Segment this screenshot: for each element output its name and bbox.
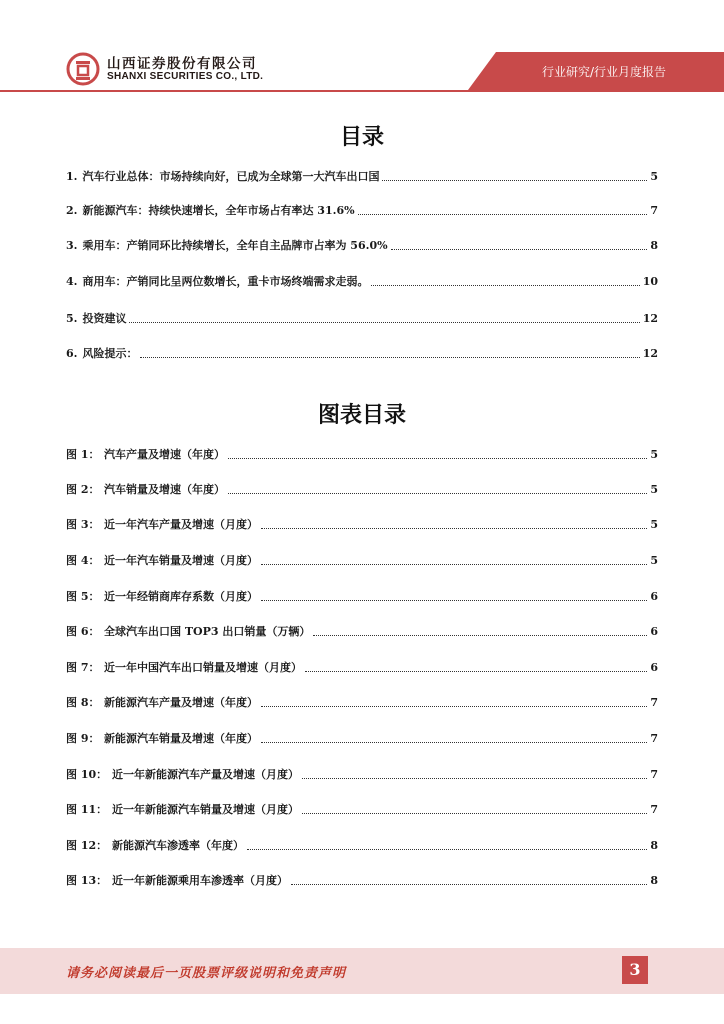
figure-item-text: 汽车产量及增速（年度） bbox=[104, 448, 225, 461]
report-type-label: 行业研究/行业月度报告 bbox=[541, 65, 666, 79]
leader-dots bbox=[261, 705, 647, 707]
figure-item-text: 近一年新能源乘用车渗透率（月度） bbox=[112, 874, 288, 887]
figure-item[interactable] bbox=[66, 623, 658, 639]
figure-item[interactable] bbox=[66, 659, 658, 675]
figure-item-label: 图 4： bbox=[66, 554, 100, 567]
toc-item-page: 5 bbox=[650, 170, 658, 183]
toc-item-page: 7 bbox=[650, 204, 658, 217]
figure-item-label: 图 11： bbox=[66, 803, 108, 816]
figure-item-page: 7 bbox=[650, 696, 658, 709]
leader-dots bbox=[261, 599, 647, 601]
leader-dots bbox=[371, 284, 639, 286]
leader-dots bbox=[228, 492, 647, 494]
figure-item[interactable] bbox=[66, 694, 658, 710]
figure-item-page: 5 bbox=[650, 448, 658, 461]
toc-item-text: 商用车：产销同比呈两位数增长，重卡市场终端需求走弱。 bbox=[82, 275, 369, 288]
disclaimer-notice: 请务必阅读最后一页股票评级说明和免责声明 bbox=[66, 966, 347, 981]
leader-dots bbox=[305, 670, 647, 672]
leader-dots bbox=[247, 848, 647, 850]
figure-item-text: 近一年汽车销量及增速（月度） bbox=[104, 554, 258, 567]
leader-dots bbox=[228, 457, 647, 459]
figure-item-text: 新能源汽车渗透率（年度） bbox=[112, 839, 244, 852]
toc-title: 目录 bbox=[339, 125, 384, 150]
figure-item-text: 近一年汽车产量及增速（月度） bbox=[104, 518, 258, 531]
figure-item-text: 近一年经销商库存系数（月度） bbox=[104, 590, 258, 603]
figure-item-page: 6 bbox=[650, 625, 658, 638]
toc-item-number: 2. bbox=[66, 204, 78, 217]
company-name-en: SHANXI SECURITIES CO., LTD. bbox=[107, 71, 264, 82]
figure-item-label: 图 13： bbox=[66, 874, 108, 887]
leader-dots bbox=[291, 883, 647, 885]
leader-dots bbox=[261, 527, 647, 529]
figure-item-label: 图 1： bbox=[66, 448, 100, 461]
figure-item-text: 近一年中国汽车出口销量及增速（月度） bbox=[104, 661, 302, 674]
figure-item[interactable] bbox=[66, 588, 658, 604]
toc-item-page: 8 bbox=[650, 239, 658, 252]
figure-item-page: 7 bbox=[650, 732, 658, 745]
leader-dots bbox=[313, 634, 647, 636]
page-header bbox=[0, 0, 724, 100]
toc-item-number: 4. bbox=[66, 275, 78, 288]
toc-item-page: 12 bbox=[642, 347, 658, 360]
leader-dots bbox=[358, 213, 648, 215]
toc-item[interactable] bbox=[66, 345, 658, 361]
page-number: 3 bbox=[622, 956, 648, 984]
company-logo-icon bbox=[66, 52, 100, 86]
toc-item-text: 乘用车：产销同环比持续增长，全年自主品牌市占率为 56.0% bbox=[82, 239, 388, 252]
leader-dots bbox=[140, 356, 639, 358]
toc-item-number: 5. bbox=[66, 312, 78, 325]
figure-item-label: 图 8： bbox=[66, 696, 100, 709]
figure-item[interactable] bbox=[66, 766, 658, 782]
toc-item-text: 风险提示： bbox=[82, 347, 138, 360]
header-divider bbox=[0, 90, 724, 92]
figure-item-page: 7 bbox=[650, 768, 658, 781]
figure-item-text: 全球汽车出口国 TOP3 出口销量（万辆） bbox=[104, 625, 311, 638]
figure-item-label: 图 9： bbox=[66, 732, 100, 745]
company-name-cn: 山西证券股份有限公司 bbox=[107, 56, 257, 72]
figure-item-label: 图 6： bbox=[66, 625, 100, 638]
leader-dots bbox=[261, 563, 647, 565]
figure-item-label: 图 2： bbox=[66, 483, 100, 496]
figure-item[interactable] bbox=[66, 516, 658, 532]
figure-item-text: 近一年新能源汽车销量及增速（月度） bbox=[112, 803, 299, 816]
figure-item[interactable] bbox=[66, 837, 658, 853]
toc-item-text: 投资建议 bbox=[82, 312, 127, 325]
toc-item-text: 汽车行业总体：市场持续向好，已成为全球第一大汽车出口国 bbox=[82, 170, 380, 183]
toc-item-number: 3. bbox=[66, 239, 78, 252]
leader-dots bbox=[129, 321, 639, 323]
figure-item-text: 近一年新能源汽车产量及增速（月度） bbox=[112, 768, 299, 781]
figure-item[interactable] bbox=[66, 481, 658, 497]
figure-item[interactable] bbox=[66, 872, 658, 888]
toc-item[interactable] bbox=[66, 273, 658, 289]
leader-dots bbox=[391, 248, 648, 250]
toc-item-page: 12 bbox=[642, 312, 658, 325]
toc-item[interactable] bbox=[66, 202, 658, 218]
leader-dots bbox=[382, 179, 647, 181]
figure-item[interactable] bbox=[66, 446, 658, 462]
figures-title: 图表目录 bbox=[317, 403, 406, 428]
figure-item[interactable] bbox=[66, 730, 658, 746]
figure-item-page: 6 bbox=[650, 661, 658, 674]
toc-item[interactable] bbox=[66, 168, 658, 184]
figure-item-page: 8 bbox=[650, 839, 658, 852]
figure-item-label: 图 10： bbox=[66, 768, 108, 781]
figure-item-text: 新能源汽车销量及增速（年度） bbox=[104, 732, 258, 745]
leader-dots bbox=[261, 741, 647, 743]
figure-item-label: 图 7： bbox=[66, 661, 100, 674]
leader-dots bbox=[302, 812, 647, 814]
figure-item-text: 新能源汽车产量及增速（年度） bbox=[104, 696, 258, 709]
toc-item-text: 新能源汽车：持续快速增长，全年市场占有率达 31.6% bbox=[82, 204, 355, 217]
figure-item[interactable] bbox=[66, 552, 658, 568]
figure-item-page: 7 bbox=[650, 803, 658, 816]
figure-item-page: 5 bbox=[650, 518, 658, 531]
figure-item-page: 6 bbox=[650, 590, 658, 603]
figure-item-page: 5 bbox=[650, 483, 658, 496]
figure-item-page: 5 bbox=[650, 554, 658, 567]
toc-item[interactable] bbox=[66, 237, 658, 253]
figure-item-label: 图 5： bbox=[66, 590, 100, 603]
toc-item-number: 6. bbox=[66, 347, 78, 360]
figure-item-label: 图 3： bbox=[66, 518, 100, 531]
figure-item-page: 8 bbox=[650, 874, 658, 887]
toc-item-page: 10 bbox=[642, 275, 658, 288]
toc-item[interactable] bbox=[66, 310, 658, 326]
figure-item[interactable] bbox=[66, 801, 658, 817]
figure-item-label: 图 12： bbox=[66, 839, 108, 852]
toc-item-number: 1. bbox=[66, 170, 78, 183]
figure-item-text: 汽车销量及增速（年度） bbox=[104, 483, 225, 496]
leader-dots bbox=[302, 777, 647, 779]
